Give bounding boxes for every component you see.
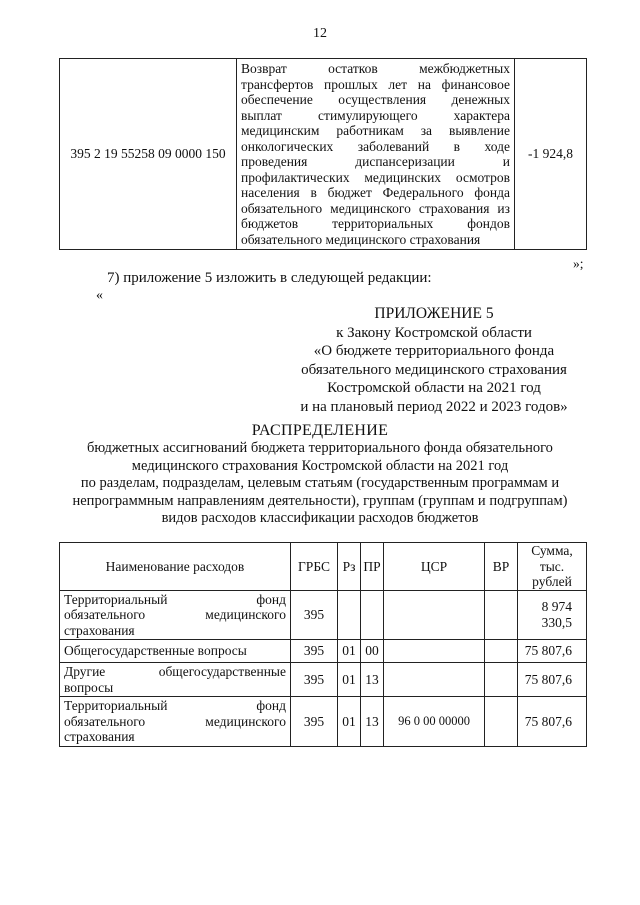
row-rz: 01 [338,640,361,663]
subtitle-line: видов расходов классификации расходов бюджетов [161,510,479,526]
description-line: бюджетов территориальных фондов [241,216,510,231]
row-grbs: 395 [291,640,338,663]
name-line: страхования [64,729,135,744]
table-row [60,697,587,747]
subtitle-line: бюджетных ассигнований бюджета территориального фонда обязательного [87,440,553,456]
row-grbs: 395 [291,590,338,640]
table-row [60,640,587,663]
allocation-table [59,542,587,747]
budget-code: 395 2 19 55258 09 0000 150 [60,59,237,250]
name-line: обязательного медицинского [64,607,286,622]
table-row [60,590,587,640]
row-pr: 13 [361,663,384,697]
row-name [60,640,291,663]
description-line: выплат стимулирующего характера [241,107,510,123]
description-line: онкологических заболеваний в ходе [241,138,510,154]
name-line: Другие общегосударственные [64,664,286,679]
header-sum [518,543,587,591]
description-line: обязательного медицинского страхования из [241,200,510,216]
row-sum: 75 807,6 [518,697,587,747]
header-pr: ПР [361,543,384,591]
row-grbs: 395 [291,663,338,697]
name-line: Общегосударственные вопросы [64,643,247,659]
name-line: Территориальный фонд [64,698,286,713]
row-grbs: 395 [291,697,338,747]
table-row [60,59,587,250]
table-header-row [60,543,587,591]
appendix-header [284,305,584,416]
appendix-heading: ПРИЛОЖЕНИЕ 5 [374,305,494,322]
appendix-line: и на плановый период 2022 и 2023 годов» [300,398,568,415]
subtitle-line: медицинского страхования Костромской области на 2021 год [131,457,509,474]
name-line: вопросы [64,679,114,695]
page-number: 12 [313,26,327,41]
row-pr: 13 [361,697,384,747]
header-csr: ЦСР [384,543,485,591]
row-name [60,697,291,747]
item-7-text: 7) приложение 5 изложить в следующей редакции: [107,270,432,286]
row-csr [384,663,485,697]
row-sum: 8 974 330,5 [518,590,587,640]
budget-return-table [59,58,587,250]
name-line: страхования [64,622,135,638]
row-csr: 96 0 00 00000 [384,697,485,747]
row-rz: 01 [338,697,361,747]
description-line: обеспечение осуществления денежных [241,92,510,107]
closing-quote: »; [573,256,584,271]
row-pr: 00 [361,640,384,663]
header-name: Наименование расходов [60,543,291,591]
row-csr [384,640,485,663]
description-line: трансфертов прошлых лет на финансовое [241,76,510,92]
description-line: медицинским работникам за выявление [241,123,510,138]
document-subtitle [60,440,580,528]
row-vr [485,697,518,747]
description-line: профилактических медицинских осмотров [241,169,510,185]
row-name [60,590,291,640]
description-line: населения в бюджет Федерального фонда [241,185,510,200]
row-description [237,59,515,250]
header-vr: ВР [485,543,518,591]
row-rz [338,590,361,640]
row-sum: 75 807,6 [518,663,587,697]
header-sum-line: Сумма, [531,543,573,558]
appendix-line: «О бюджете территориального фонда [313,343,555,359]
row-amount: -1 924,8 [515,59,587,250]
row-vr [485,640,518,663]
row-rz: 01 [338,663,361,697]
header-rz: Рз [338,543,361,591]
subtitle-line: непрограммным направлениям деятельности), группам (группам и подгруппам) [72,492,568,509]
appendix-line: к Закону Костромской области [336,324,532,341]
description-line: обязательного медицинского страхования [241,231,481,247]
subtitle-line: по разделам, подразделам, целевым статьям (государственным программам и [80,475,560,491]
description-line: Возврат остатков межбюджетных [241,61,510,76]
header-grbs: ГРБС [291,543,338,591]
row-sum: 75 807,6 [518,640,587,663]
appendix-line: обязательного медицинского страхования [301,361,567,378]
name-line: Территориальный фонд [64,591,286,607]
description-line: проведения диспансеризации и [241,154,510,169]
table-row [60,663,587,697]
header-sum-line: тыс. рублей [532,558,572,589]
opening-quote: « [96,288,103,303]
name-line: обязательного медицинского [64,713,286,729]
row-vr [485,663,518,697]
row-name [60,663,291,697]
row-pr [361,590,384,640]
appendix-line: Костромской области на 2021 год [327,380,541,396]
document-title: РАСПРЕДЕЛЕНИЕ [251,422,389,439]
row-csr [384,590,485,640]
row-vr [485,590,518,640]
